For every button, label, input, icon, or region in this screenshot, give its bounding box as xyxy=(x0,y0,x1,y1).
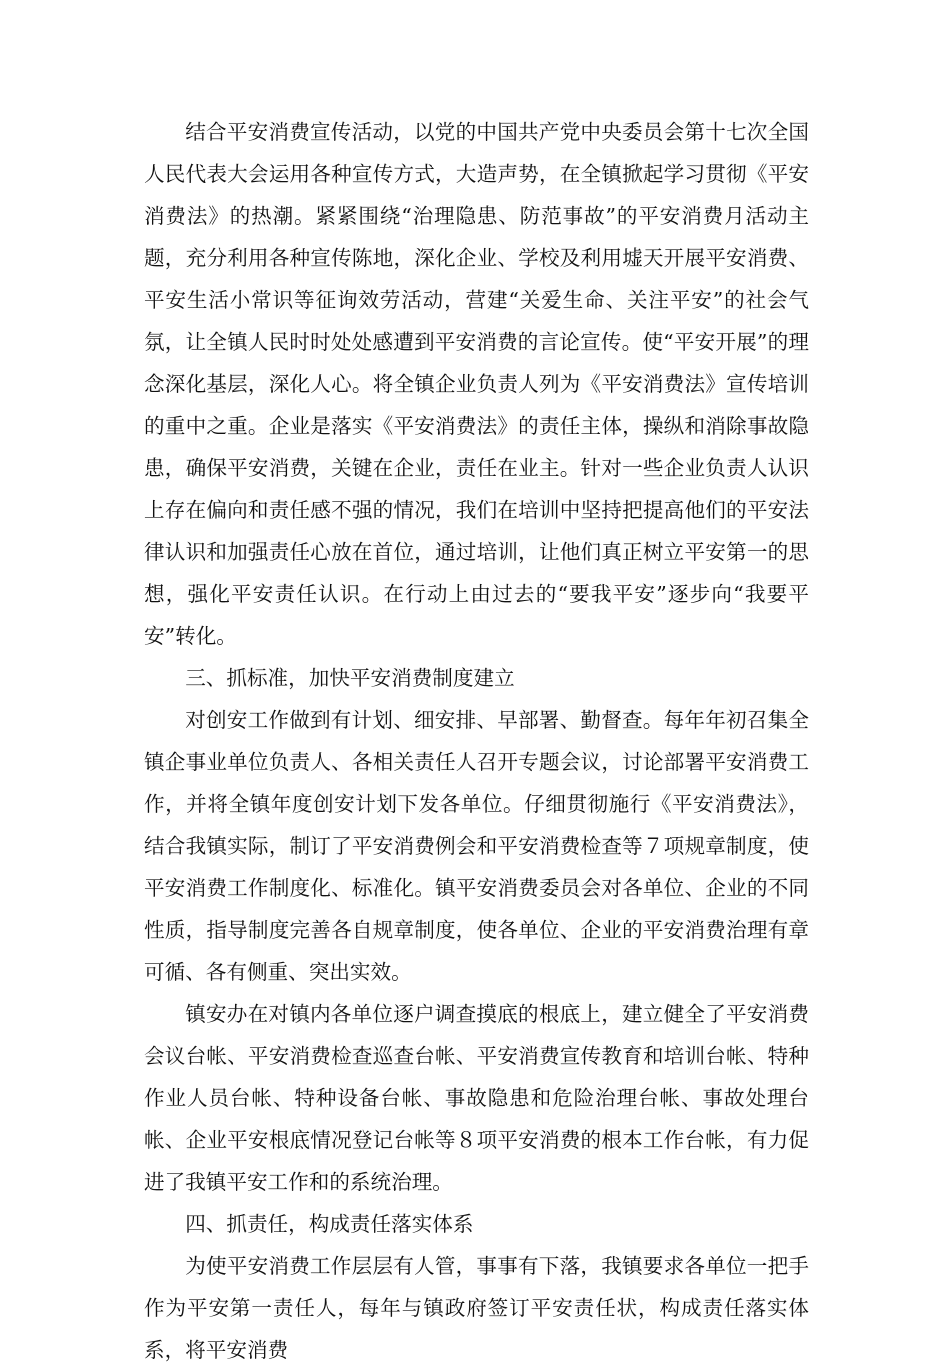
paragraph-responsibility: 为使平安消费工作层层有人管，事事有下落，我镇要求各单位一把手作为平安第一责任人，每年与镇政府签订平安责任状，构成责任落实体系，将平安消费 xyxy=(144,1254,809,1362)
section-heading-3: 三、抓标准，加快平安消费制度建立 xyxy=(185,666,515,690)
document-body xyxy=(144,111,809,1371)
paragraph-ledgers: 镇安办在对镇内各单位逐户调查摸底的根底上，建立健全了平安消费会议台帐、平安消费检查巡查台帐、平安消费宣传教育和培训台帐、特种作业人员台帐、特种设备台帐、事故隐患和危险治理台帐、事故处理台帐、企业平安根底情况登记台帐等８项平安消费的根本工作台帐，有力促进了我镇平安工作和的系统治理。 xyxy=(144,1002,809,1194)
paragraph-publicity: 结合平安消费宣传活动，以党的中国共产党中央委员会第十七次全国人民代表大会运用各种宣传方式，大造声势，在全镇掀起学习贯彻《平安消费法》的热潮。紧紧围绕“治理隐患、防范事故”的平安消费月活动主题，充分利用各种宣传陈地，深化企业、学校及利用墟天开展平安消费、平安生活小常识等征询效劳活动，营建“关爱生命、关注平安”的社会气氛，让全镇人民时时处处感遭到平安消费的言论宣传。使“平安开展”的理念深化基层，深化人心。将全镇企业负责人列为《平安消费法》宣传培训的重中之重。企业是落实《平安消费法》的责任主体，操纵和消除事故隐患，确保平安消费，关键在企业，责任在业主。针对一些企业负责人认识上存在偏向和责任感不强的情况，我们在培训中坚持把提高他们的平安法律认识和加强责任心放在首位，通过培训，让他们真正树立平安第一的思想，强化平安责任认识。在行动上由过去的“要我平安”逐步向“我要平安”转化。 xyxy=(144,120,809,648)
paragraph-standards: 对创安工作做到有计划、细安排、早部署、勤督查。每年年初召集全镇企事业单位负责人、各相关责任人召开专题会议，讨论部署平安消费工作，并将全镇年度创安计划下发各单位。仔细贯彻施行《平安消费法》，结合我镇实际，制订了平安消费例会和平安消费检查等７项规章制度，使平安消费工作制度化、标准化。镇平安消费委员会对各单位、企业的不同性质，指导制度完善各自规章制度，使各单位、企业的平安消费治理有章可循、各有侧重、突出实效。 xyxy=(144,708,809,984)
section-heading-4: 四、抓责任，构成责任落实体系 xyxy=(185,1212,474,1236)
